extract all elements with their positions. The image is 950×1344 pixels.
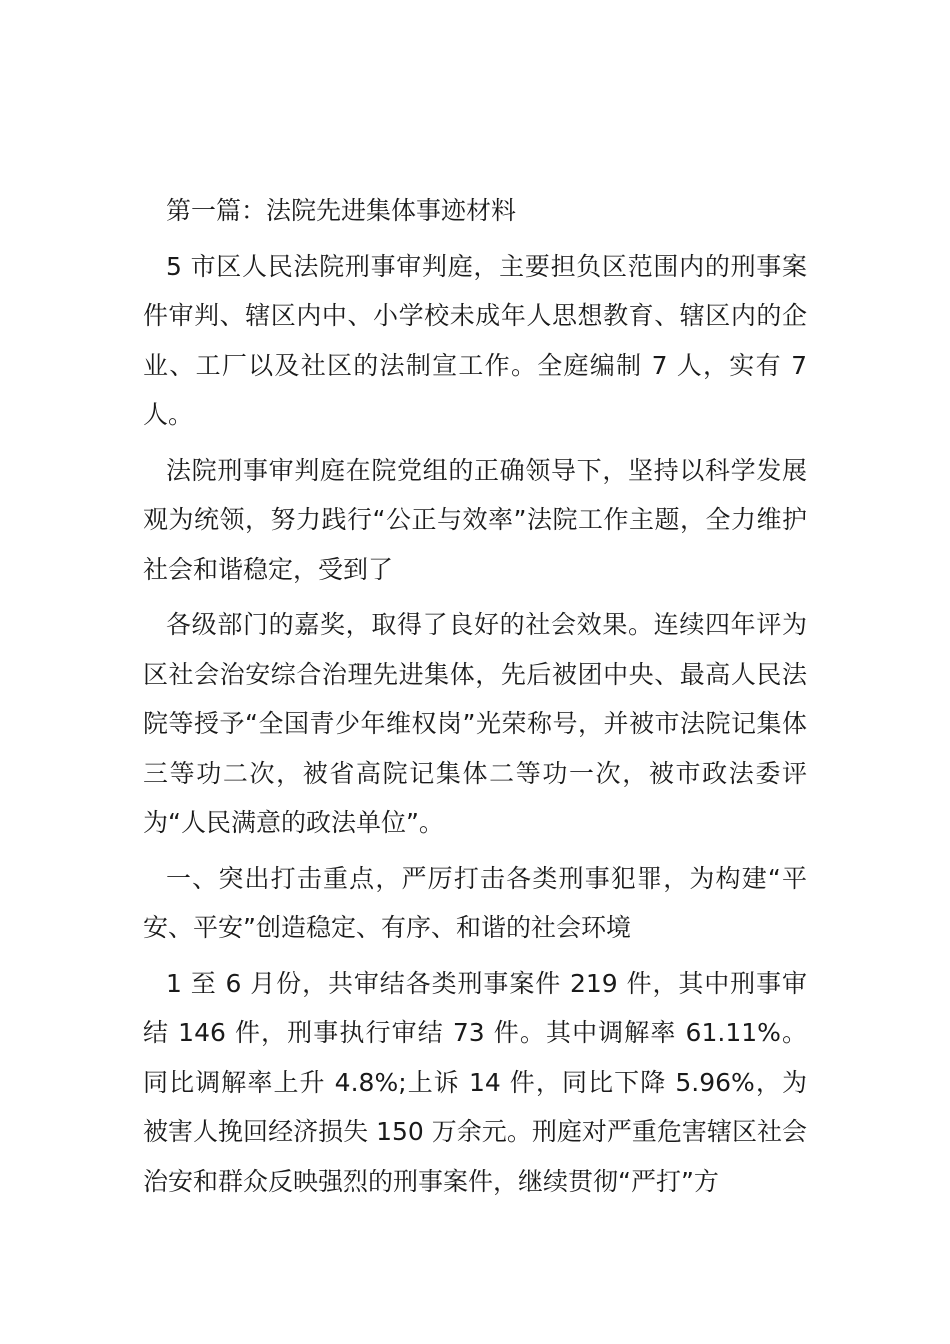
paragraph-honors: 各级部门的嘉奖，取得了良好的社会效果。连续四年评为区社会治安综合治理先进集体，先后被团中央、最高人民法院等授予“全国青少年维权岗”光荣称号，并被市法院记集体三等功二次，被省高院记集体二等功一次，被市政法委评为“人民满意的政法单位”。 [143,610,807,837]
document-title: 第一篇：法院先进集体事迹材料 [166,196,517,225]
document-page [143,186,807,1212]
section-heading-1: 一、突出打击重点，严厉打击各类刑事犯罪，为构建“平安、平安”创造稳定、有序、和谐的社会环境 [143,863,807,942]
paragraph-leadership: 法院刑事审判庭在院党组的正确领导下，坚持以科学发展观为统领，努力践行“公正与效率”法院工作主题，全力维护社会和谐稳定，受到了 [143,455,807,584]
paragraph-statistics: 1 至 6 月份，共审结各类刑事案件 219 件，其中刑事审结 146 件，刑事执行审结 73 件。其中调解率 61.11%。同比调解率上升 4.8%;上诉 14 件，同比下降 5.96%，为被害人挽回经济损失 150 万余元。刑庭对严重危害辖区社会治安和群众反映强烈的刑事案件，继续贯彻“严打”方 [143,968,807,1196]
paragraph-intro: 5 市区人民法院刑事审判庭，主要担负区范围内的刑事案件审判、辖区内中、小学校未成年人思想教育、辖区内的企业、工厂以及社区的法制宣工作。全庭编制 7 人，实有 7 人。 [143,251,807,429]
